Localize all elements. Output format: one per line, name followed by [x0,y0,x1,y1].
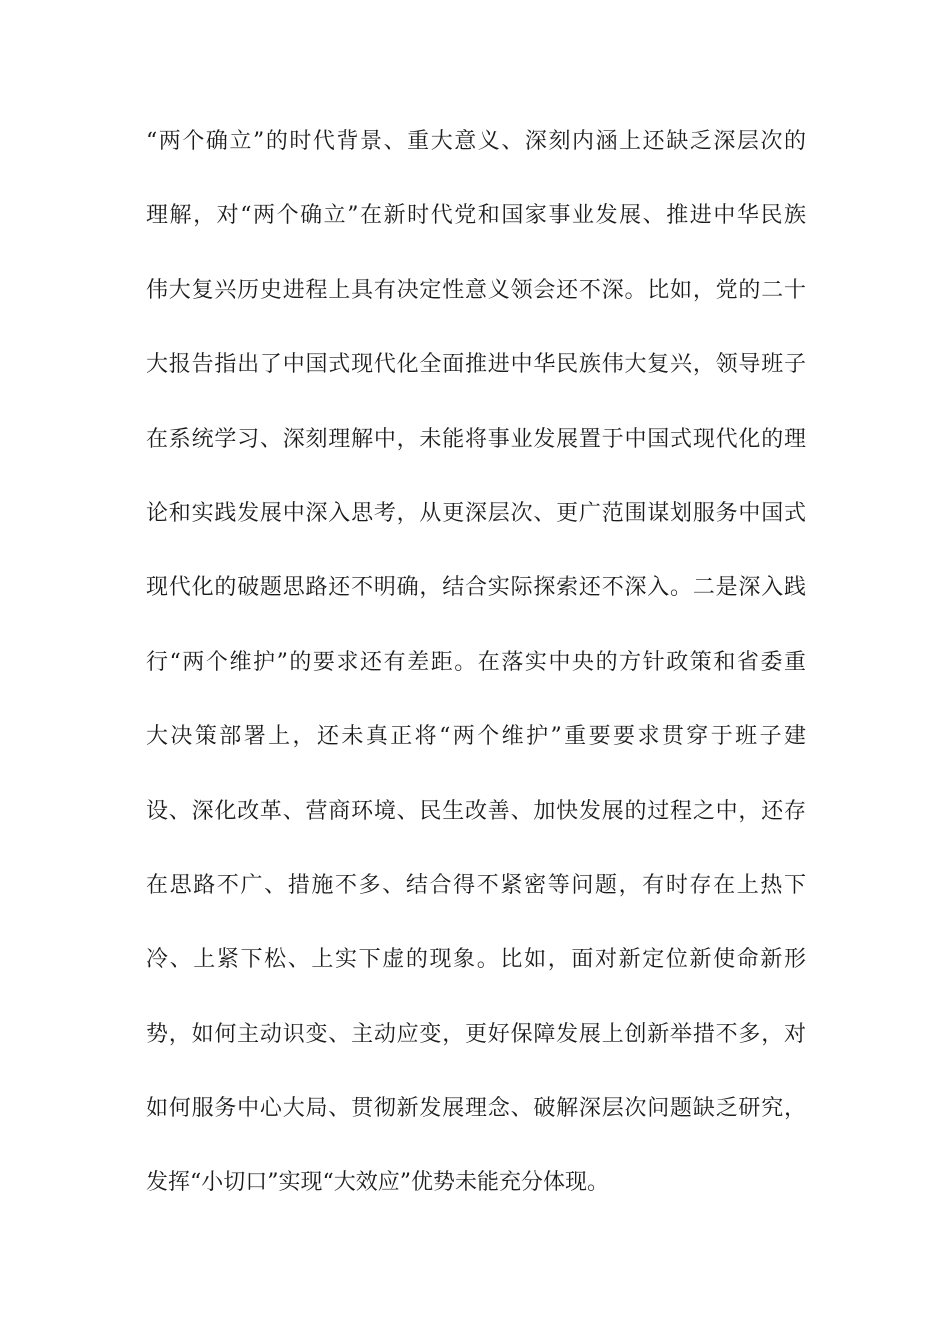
text-line-8: 行“两个维护”的要求还有差距。在落实中央的方针政策和省委重 [146,649,806,675]
text-line-4: 大报告指出了中国式现代化全面推进中华民族伟大复兴，领导班子 [146,352,806,378]
text-line-15: 发挥“小切口”实现“大效应”优势未能充分体现。 [146,1170,609,1196]
text-line-12: 冷、上紧下松、上实下虚的现象。比如，面对新定位新使命新形 [146,947,806,973]
text-line-5: 在系统学习、深刻理解中，未能将事业发展置于中国式现代化的理 [146,426,806,452]
text-line-11: 在思路不广、措施不多、结合得不紧密等问题，有时存在上热下 [146,872,806,898]
text-line-10: 设、深化改革、营商环境、民生改善、加快发展的过程之中，还存 [146,798,806,824]
text-line-1: “两个确立”的时代背景、重大意义、深刻内涵上还缺乏深层次的 [146,129,806,154]
text-line-6: 论和实践发展中深入思考，从更深层次、更广范围谋划服务中国式 [146,500,806,526]
text-line-14: 如何服务中心大局、贯彻新发展理念、破解深层次问题缺乏研究， [146,1096,806,1122]
text-line-2: 理解，对“两个确立”在新时代党和国家事业发展、推进中华民族 [146,203,806,229]
text-line-3: 伟大复兴历史进程上具有决定性意义领会还不深。比如，党的二十 [146,277,806,303]
text-line-9: 大决策部署上，还未真正将“两个维护”重要要求贯穿于班子建 [146,724,806,750]
text-line-7: 现代化的破题思路还不明确，结合实际探索还不深入。二是深入践 [146,575,806,601]
text-line-13: 势，如何主动识变、主动应变，更好保障发展上创新举措不多，对 [146,1021,806,1047]
body-paragraph [146,120,806,1236]
